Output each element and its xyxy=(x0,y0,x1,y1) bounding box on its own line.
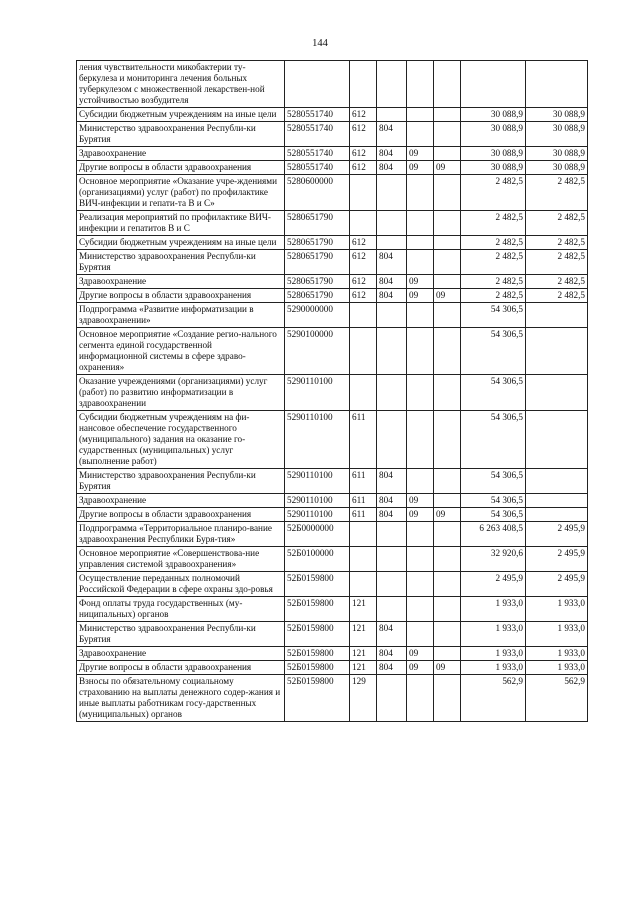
row-expense-type-cell xyxy=(350,375,377,411)
row-section-cell xyxy=(407,622,434,647)
row-name-cell: Субсидии бюджетным учреждениям на иные цели xyxy=(77,236,285,250)
row-amount-second-cell xyxy=(526,328,588,375)
row-target-code-cell: 5290000000 xyxy=(285,303,350,328)
row-amount-second-cell: 2 495,9 xyxy=(526,572,588,597)
row-amount-second-cell: 2 482,5 xyxy=(526,236,588,250)
table-row xyxy=(77,522,588,547)
row-amount-second-cell xyxy=(526,469,588,494)
row-target-code-cell: 5280551740 xyxy=(285,108,350,122)
row-target-code-cell: 5290110100 xyxy=(285,508,350,522)
row-expense-type-cell xyxy=(350,61,377,108)
table-row xyxy=(77,597,588,622)
row-amount-second-cell: 2 482,5 xyxy=(526,250,588,275)
row-subsection-cell xyxy=(434,647,461,661)
row-amount-second-cell: 562,9 xyxy=(526,675,588,722)
row-amount-cell: 1 933,0 xyxy=(461,597,526,622)
row-section-cell xyxy=(407,122,434,147)
page-number: 144 xyxy=(312,38,328,49)
row-expense-type-cell: 611 xyxy=(350,494,377,508)
row-admin-code-cell xyxy=(377,597,407,622)
row-amount-cell: 2 482,5 xyxy=(461,236,526,250)
row-section-cell: 09 xyxy=(407,647,434,661)
row-expense-type-cell: 611 xyxy=(350,469,377,494)
row-name-cell: Взносы по обязательному социальному страхованию на выплаты денежного содер-жания и иные выплаты работникам госу-дарственных (муниципальных) органов xyxy=(77,675,285,722)
row-name-cell: Другие вопросы в области здравоохранения xyxy=(77,289,285,303)
row-subsection-cell: 09 xyxy=(434,661,461,675)
row-section-cell xyxy=(407,547,434,572)
table-row xyxy=(77,236,588,250)
row-amount-second-cell: 2 482,5 xyxy=(526,211,588,236)
row-expense-type-cell: 612 xyxy=(350,147,377,161)
table-row xyxy=(77,494,588,508)
row-subsection-cell: 09 xyxy=(434,289,461,303)
row-expense-type-cell: 612 xyxy=(350,236,377,250)
row-admin-code-cell: 804 xyxy=(377,147,407,161)
row-admin-code-cell: 804 xyxy=(377,289,407,303)
row-amount-cell: 1 933,0 xyxy=(461,647,526,661)
row-name-cell: Субсидии бюджетным учреждениям на фи-нансовое обеспечение государственного (муниципального) задания на оказание го-сударственных (муниципальных) услуг (выполнение работ) xyxy=(77,411,285,469)
row-admin-code-cell xyxy=(377,522,407,547)
row-expense-type-cell: 612 xyxy=(350,289,377,303)
row-amount-cell: 30 088,9 xyxy=(461,147,526,161)
row-amount-cell: 2 495,9 xyxy=(461,572,526,597)
row-section-cell xyxy=(407,211,434,236)
row-admin-code-cell: 804 xyxy=(377,494,407,508)
row-name-cell: Основное мероприятие «Создание регио-нального сегмента единой государственной информационной системы в сфере здраво-охранения» xyxy=(77,328,285,375)
row-admin-code-cell xyxy=(377,675,407,722)
row-admin-code-cell xyxy=(377,303,407,328)
budget-table-body xyxy=(77,61,588,722)
row-amount-cell: 2 482,5 xyxy=(461,289,526,303)
row-subsection-cell xyxy=(434,547,461,572)
row-expense-type-cell: 612 xyxy=(350,108,377,122)
table-row xyxy=(77,469,588,494)
row-amount-cell: 2 482,5 xyxy=(461,250,526,275)
row-name-cell: Министерство здравоохранения Республи-ки Бурятия xyxy=(77,622,285,647)
row-subsection-cell xyxy=(434,275,461,289)
row-target-code-cell: 5280551740 xyxy=(285,161,350,175)
row-amount-second-cell: 30 088,9 xyxy=(526,122,588,147)
row-name-cell: Министерство здравоохранения Республи-ки Бурятия xyxy=(77,250,285,275)
row-admin-code-cell: 804 xyxy=(377,469,407,494)
row-admin-code-cell xyxy=(377,375,407,411)
row-name-cell: ления чувствительности микобактерии ту-беркулеза и мониторинга лечения больных туберкулезом с множественной лекарствен-ной устойчивостью возбудителя xyxy=(77,61,285,108)
row-amount-cell: 54 306,5 xyxy=(461,494,526,508)
table-row xyxy=(77,122,588,147)
row-subsection-cell xyxy=(434,108,461,122)
row-subsection-cell xyxy=(434,122,461,147)
row-name-cell: Субсидии бюджетным учреждениям на иные цели xyxy=(77,108,285,122)
row-expense-type-cell xyxy=(350,572,377,597)
row-section-cell xyxy=(407,108,434,122)
row-amount-cell: 54 306,5 xyxy=(461,411,526,469)
row-admin-code-cell: 804 xyxy=(377,122,407,147)
row-expense-type-cell xyxy=(350,175,377,211)
row-name-cell: Основное мероприятие «Совершенствова-ние управления системой здравоохранения» xyxy=(77,547,285,572)
row-amount-cell: 54 306,5 xyxy=(461,303,526,328)
row-target-code-cell: 52Б0100000 xyxy=(285,547,350,572)
row-amount-cell: 30 088,9 xyxy=(461,122,526,147)
row-amount-second-cell: 30 088,9 xyxy=(526,161,588,175)
row-target-code-cell: 52Б0159800 xyxy=(285,675,350,722)
row-section-cell xyxy=(407,597,434,622)
row-amount-cell: 54 306,5 xyxy=(461,469,526,494)
row-expense-type-cell xyxy=(350,211,377,236)
row-amount-cell: 2 482,5 xyxy=(461,211,526,236)
table-row xyxy=(77,572,588,597)
row-expense-type-cell xyxy=(350,328,377,375)
row-subsection-cell xyxy=(434,236,461,250)
row-subsection-cell xyxy=(434,597,461,622)
row-name-cell: Основное мероприятие «Оказание учре-ждениями (организациями) услуг (работ) по профилактике ВИЧ-инфекции и гепати-та В и С» xyxy=(77,175,285,211)
row-target-code-cell: 52Б0159800 xyxy=(285,572,350,597)
row-amount-cell: 30 088,9 xyxy=(461,108,526,122)
row-admin-code-cell xyxy=(377,211,407,236)
row-name-cell: Другие вопросы в области здравоохранения xyxy=(77,161,285,175)
row-amount-second-cell: 2 482,5 xyxy=(526,275,588,289)
row-admin-code-cell xyxy=(377,411,407,469)
row-section-cell: 09 xyxy=(407,275,434,289)
table-row xyxy=(77,375,588,411)
row-expense-type-cell: 611 xyxy=(350,411,377,469)
row-amount-second-cell: 1 933,0 xyxy=(526,622,588,647)
row-name-cell: Осуществление переданных полномочий Российской Федерации в сфере охраны здо-ровья xyxy=(77,572,285,597)
row-expense-type-cell: 121 xyxy=(350,647,377,661)
budget-table xyxy=(76,60,588,722)
row-amount-second-cell xyxy=(526,508,588,522)
row-name-cell: Министерство здравоохранения Республи-ки Бурятия xyxy=(77,469,285,494)
row-subsection-cell xyxy=(434,411,461,469)
row-section-cell xyxy=(407,375,434,411)
row-amount-cell: 54 306,5 xyxy=(461,508,526,522)
row-target-code-cell: 5280651790 xyxy=(285,211,350,236)
table-row xyxy=(77,175,588,211)
row-amount-cell: 2 482,5 xyxy=(461,275,526,289)
row-subsection-cell xyxy=(434,147,461,161)
row-amount-second-cell xyxy=(526,375,588,411)
row-admin-code-cell: 804 xyxy=(377,622,407,647)
row-amount-cell: 1 933,0 xyxy=(461,622,526,647)
row-amount-cell: 54 306,5 xyxy=(461,375,526,411)
row-admin-code-cell xyxy=(377,175,407,211)
row-subsection-cell xyxy=(434,61,461,108)
row-amount-second-cell: 2 495,9 xyxy=(526,522,588,547)
row-expense-type-cell: 612 xyxy=(350,122,377,147)
row-target-code-cell: 52Б0159800 xyxy=(285,661,350,675)
row-section-cell: 09 xyxy=(407,147,434,161)
row-section-cell xyxy=(407,303,434,328)
row-subsection-cell xyxy=(434,211,461,236)
row-subsection-cell xyxy=(434,469,461,494)
row-name-cell: Оказание учреждениями (организациями) услуг (работ) по развитию информатизации в здравоохранении xyxy=(77,375,285,411)
row-name-cell: Подпрограмма «Развитие информатизации в здравоохранении» xyxy=(77,303,285,328)
table-row xyxy=(77,108,588,122)
row-expense-type-cell: 121 xyxy=(350,622,377,647)
row-expense-type-cell: 611 xyxy=(350,508,377,522)
row-name-cell: Здравоохранение xyxy=(77,275,285,289)
row-subsection-cell xyxy=(434,494,461,508)
row-target-code-cell: 5280651790 xyxy=(285,289,350,303)
row-amount-second-cell xyxy=(526,61,588,108)
row-expense-type-cell xyxy=(350,522,377,547)
row-amount-cell: 32 920,6 xyxy=(461,547,526,572)
row-target-code-cell: 5290110100 xyxy=(285,494,350,508)
row-amount-second-cell: 30 088,9 xyxy=(526,108,588,122)
row-name-cell: Подпрограмма «Территориальное планиро-вание здравоохранения Республики Буря-тия» xyxy=(77,522,285,547)
row-admin-code-cell: 804 xyxy=(377,647,407,661)
row-amount-second-cell xyxy=(526,411,588,469)
row-subsection-cell xyxy=(434,622,461,647)
row-amount-second-cell: 2 482,5 xyxy=(526,289,588,303)
row-name-cell: Реализация мероприятий по профилактике ВИЧ-инфекции и гепатитов В и С xyxy=(77,211,285,236)
row-target-code-cell: 5290110100 xyxy=(285,469,350,494)
row-amount-second-cell: 1 933,0 xyxy=(526,647,588,661)
row-amount-second-cell xyxy=(526,494,588,508)
row-target-code-cell xyxy=(285,61,350,108)
row-admin-code-cell: 804 xyxy=(377,250,407,275)
row-section-cell xyxy=(407,411,434,469)
row-subsection-cell xyxy=(434,572,461,597)
row-section-cell xyxy=(407,250,434,275)
table-row xyxy=(77,161,588,175)
row-admin-code-cell: 804 xyxy=(377,508,407,522)
row-target-code-cell: 5280651790 xyxy=(285,275,350,289)
row-admin-code-cell xyxy=(377,547,407,572)
row-subsection-cell xyxy=(434,675,461,722)
row-section-cell xyxy=(407,236,434,250)
table-row xyxy=(77,622,588,647)
row-section-cell xyxy=(407,328,434,375)
row-section-cell xyxy=(407,522,434,547)
row-amount-second-cell: 1 933,0 xyxy=(526,597,588,622)
row-amount-second-cell: 1 933,0 xyxy=(526,661,588,675)
row-name-cell: Другие вопросы в области здравоохранения xyxy=(77,661,285,675)
row-amount-cell: 54 306,5 xyxy=(461,328,526,375)
row-amount-cell: 2 482,5 xyxy=(461,175,526,211)
row-target-code-cell: 5280551740 xyxy=(285,147,350,161)
row-admin-code-cell: 804 xyxy=(377,161,407,175)
row-admin-code-cell: 804 xyxy=(377,275,407,289)
row-subsection-cell xyxy=(434,522,461,547)
row-expense-type-cell: 612 xyxy=(350,161,377,175)
table-row xyxy=(77,675,588,722)
row-section-cell: 09 xyxy=(407,289,434,303)
row-amount-second-cell xyxy=(526,303,588,328)
table-row xyxy=(77,647,588,661)
row-section-cell xyxy=(407,675,434,722)
row-amount-cell xyxy=(461,61,526,108)
row-name-cell: Здравоохранение xyxy=(77,647,285,661)
table-row xyxy=(77,547,588,572)
row-target-code-cell: 5290110100 xyxy=(285,375,350,411)
row-subsection-cell: 09 xyxy=(434,508,461,522)
row-target-code-cell: 52Б0159800 xyxy=(285,597,350,622)
row-expense-type-cell xyxy=(350,547,377,572)
table-row xyxy=(77,303,588,328)
row-amount-cell: 562,9 xyxy=(461,675,526,722)
table-row xyxy=(77,661,588,675)
row-admin-code-cell xyxy=(377,328,407,375)
row-expense-type-cell: 121 xyxy=(350,661,377,675)
row-admin-code-cell xyxy=(377,61,407,108)
row-section-cell xyxy=(407,175,434,211)
row-target-code-cell: 5280600000 xyxy=(285,175,350,211)
row-section-cell xyxy=(407,469,434,494)
row-expense-type-cell: 612 xyxy=(350,275,377,289)
row-target-code-cell: 52Б0159800 xyxy=(285,647,350,661)
row-subsection-cell xyxy=(434,375,461,411)
row-expense-type-cell: 612 xyxy=(350,250,377,275)
row-name-cell: Здравоохранение xyxy=(77,147,285,161)
table-row xyxy=(77,289,588,303)
row-admin-code-cell xyxy=(377,108,407,122)
row-admin-code-cell: 804 xyxy=(377,661,407,675)
row-admin-code-cell xyxy=(377,236,407,250)
row-name-cell: Другие вопросы в области здравоохранения xyxy=(77,508,285,522)
row-target-code-cell: 5280651790 xyxy=(285,236,350,250)
row-name-cell: Фонд оплаты труда государственных (му-ниципальных) органов xyxy=(77,597,285,622)
row-target-code-cell: 5290110100 xyxy=(285,411,350,469)
table-row xyxy=(77,61,588,108)
row-subsection-cell xyxy=(434,328,461,375)
row-subsection-cell xyxy=(434,250,461,275)
row-name-cell: Здравоохранение xyxy=(77,494,285,508)
row-section-cell xyxy=(407,61,434,108)
row-admin-code-cell xyxy=(377,572,407,597)
row-amount-cell: 1 933,0 xyxy=(461,661,526,675)
row-amount-second-cell: 2 495,9 xyxy=(526,547,588,572)
row-section-cell: 09 xyxy=(407,494,434,508)
table-row xyxy=(77,147,588,161)
table-row xyxy=(77,328,588,375)
row-subsection-cell xyxy=(434,303,461,328)
row-section-cell: 09 xyxy=(407,508,434,522)
table-row xyxy=(77,411,588,469)
row-expense-type-cell: 129 xyxy=(350,675,377,722)
row-subsection-cell xyxy=(434,175,461,211)
row-amount-second-cell: 2 482,5 xyxy=(526,175,588,211)
table-row xyxy=(77,250,588,275)
row-expense-type-cell: 121 xyxy=(350,597,377,622)
row-amount-cell: 30 088,9 xyxy=(461,161,526,175)
row-target-code-cell: 5290100000 xyxy=(285,328,350,375)
row-section-cell xyxy=(407,572,434,597)
table-row xyxy=(77,508,588,522)
row-name-cell: Министерство здравоохранения Республи-ки Бурятия xyxy=(77,122,285,147)
row-section-cell: 09 xyxy=(407,161,434,175)
row-target-code-cell: 52Б0159800 xyxy=(285,622,350,647)
row-section-cell: 09 xyxy=(407,661,434,675)
row-amount-cell: 6 263 408,5 xyxy=(461,522,526,547)
row-amount-second-cell: 30 088,9 xyxy=(526,147,588,161)
row-target-code-cell: 5280651790 xyxy=(285,250,350,275)
table-row xyxy=(77,275,588,289)
row-subsection-cell: 09 xyxy=(434,161,461,175)
row-expense-type-cell xyxy=(350,303,377,328)
row-target-code-cell: 5280551740 xyxy=(285,122,350,147)
table-row xyxy=(77,211,588,236)
row-target-code-cell: 52Б0000000 xyxy=(285,522,350,547)
